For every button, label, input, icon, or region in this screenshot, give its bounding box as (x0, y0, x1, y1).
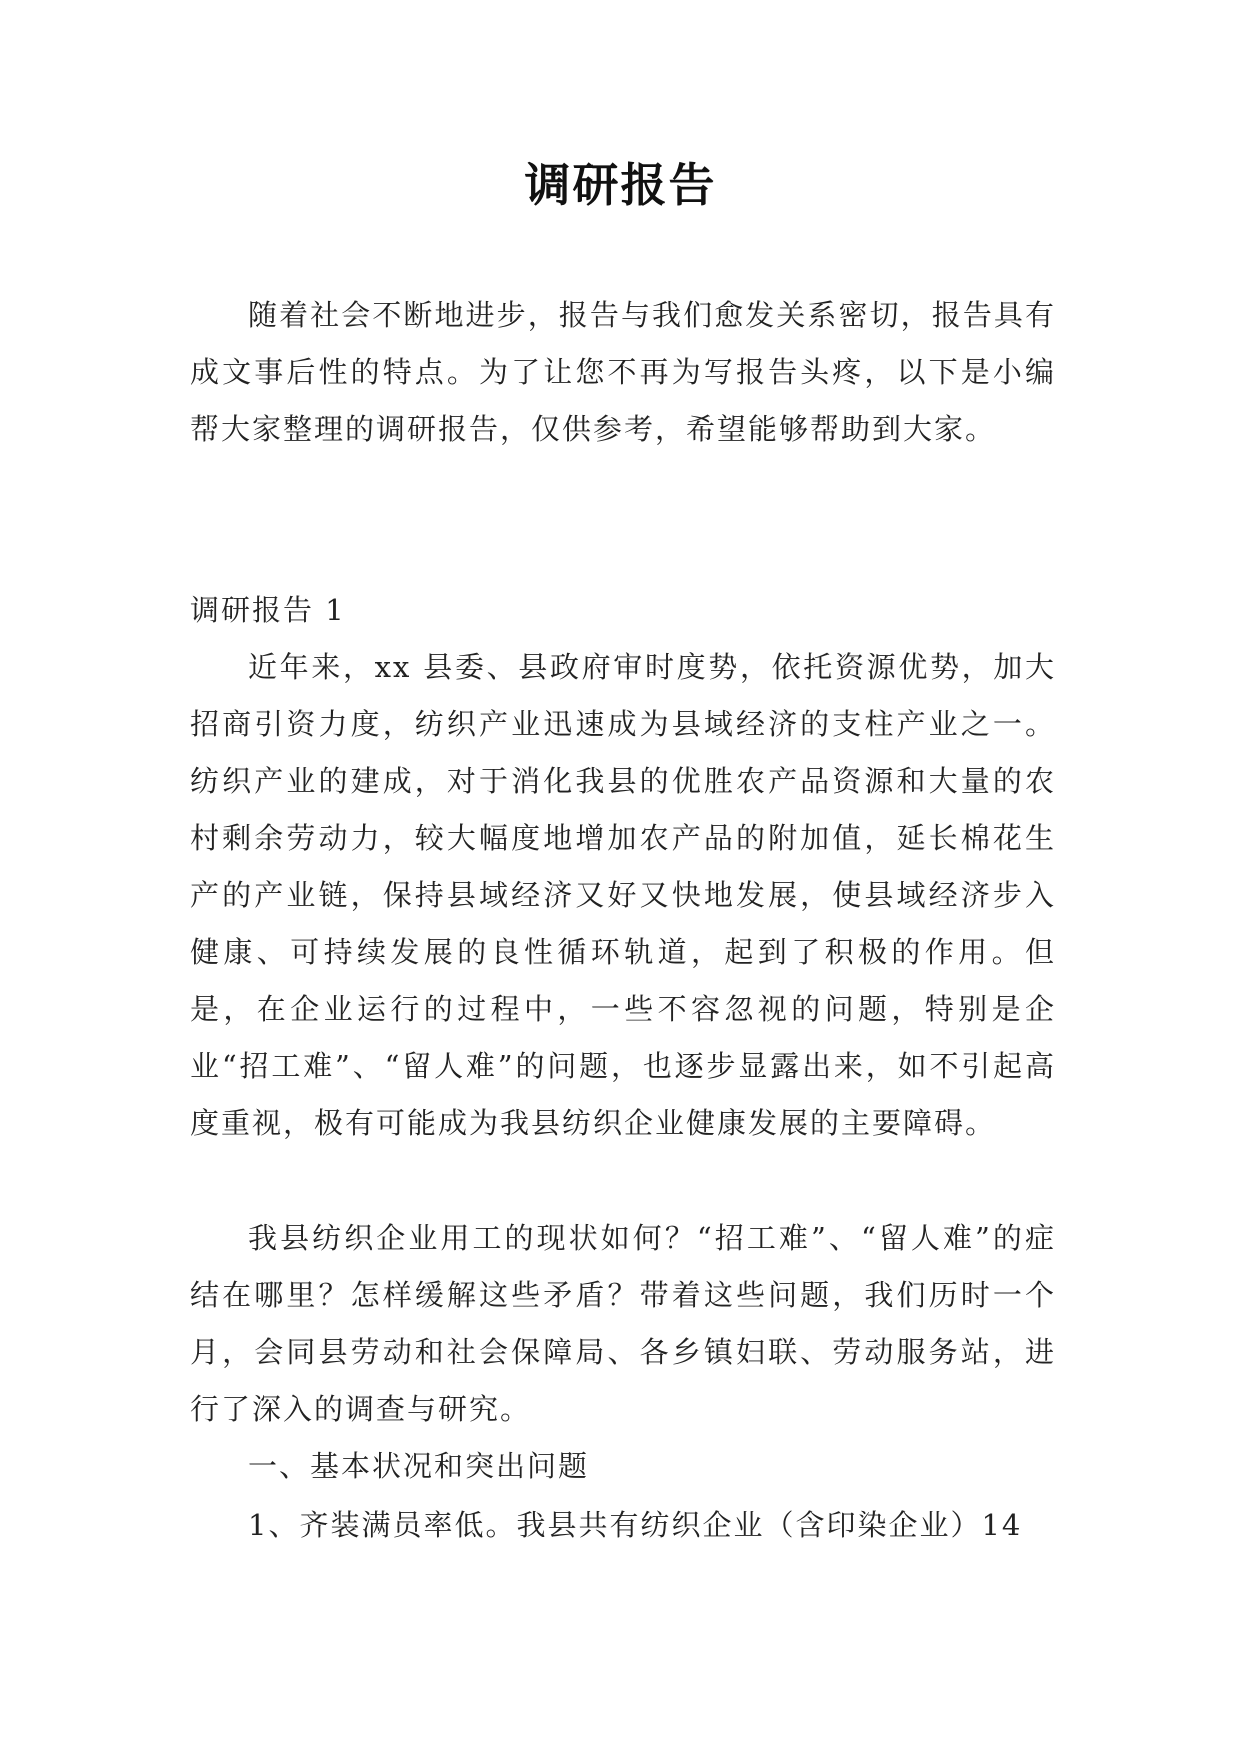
body-paragraph-2: 我县纺织企业用工的现状如何？“招工难”、“留人难”的症结在哪里？怎样缓解这些矛盾？带着这些问题，我们历时一个月，会同县劳动和社会保障局、各乡镇妇联、劳动服务站，进行了深入的调查与研究。 (190, 1221, 1056, 1426)
body-paragraph-1: 近年来，xx 县委、县政府审时度势，依托资源优势，加大招商引资力度，纺织产业迅速成为县域经济的支柱产业之一。纺织产业的建成，对于消化我县的优胜农产品资源和大量的农村剩余劳动力，较大幅度地增加农产品的附加值，延长棉花生产的产业链，保持县域经济又好又快地发展，使县域经济步入健康、可持续发展的良性循环轨道，起到了积极的作用。但是，在企业运行的过程中，一些不容忽视的问题，特别是企业“招工难”、“留人难”的问题，也逐步显露出来，如不引起高度重视，极有可能成为我县纺织企业健康发展的主要障碍。 (190, 650, 1056, 1140)
document-title: 调研报告 (524, 158, 717, 212)
subheading-basic-situation: 一、基本状况和突出问题 (248, 1449, 590, 1483)
section-title: 调研报告 1 (190, 593, 346, 627)
intro-paragraph: 随着社会不断地进步，报告与我们愈发关系密切，报告具有成文事后性的特点。为了让您不再为写报告头疼，以下是小编帮大家整理的调研报告，仅供参考，希望能够帮助到大家。 (190, 298, 1056, 446)
body-paragraph-3: 1、齐装满员率低。我县共有纺织企业（含印染企业）14 (248, 1508, 1023, 1542)
